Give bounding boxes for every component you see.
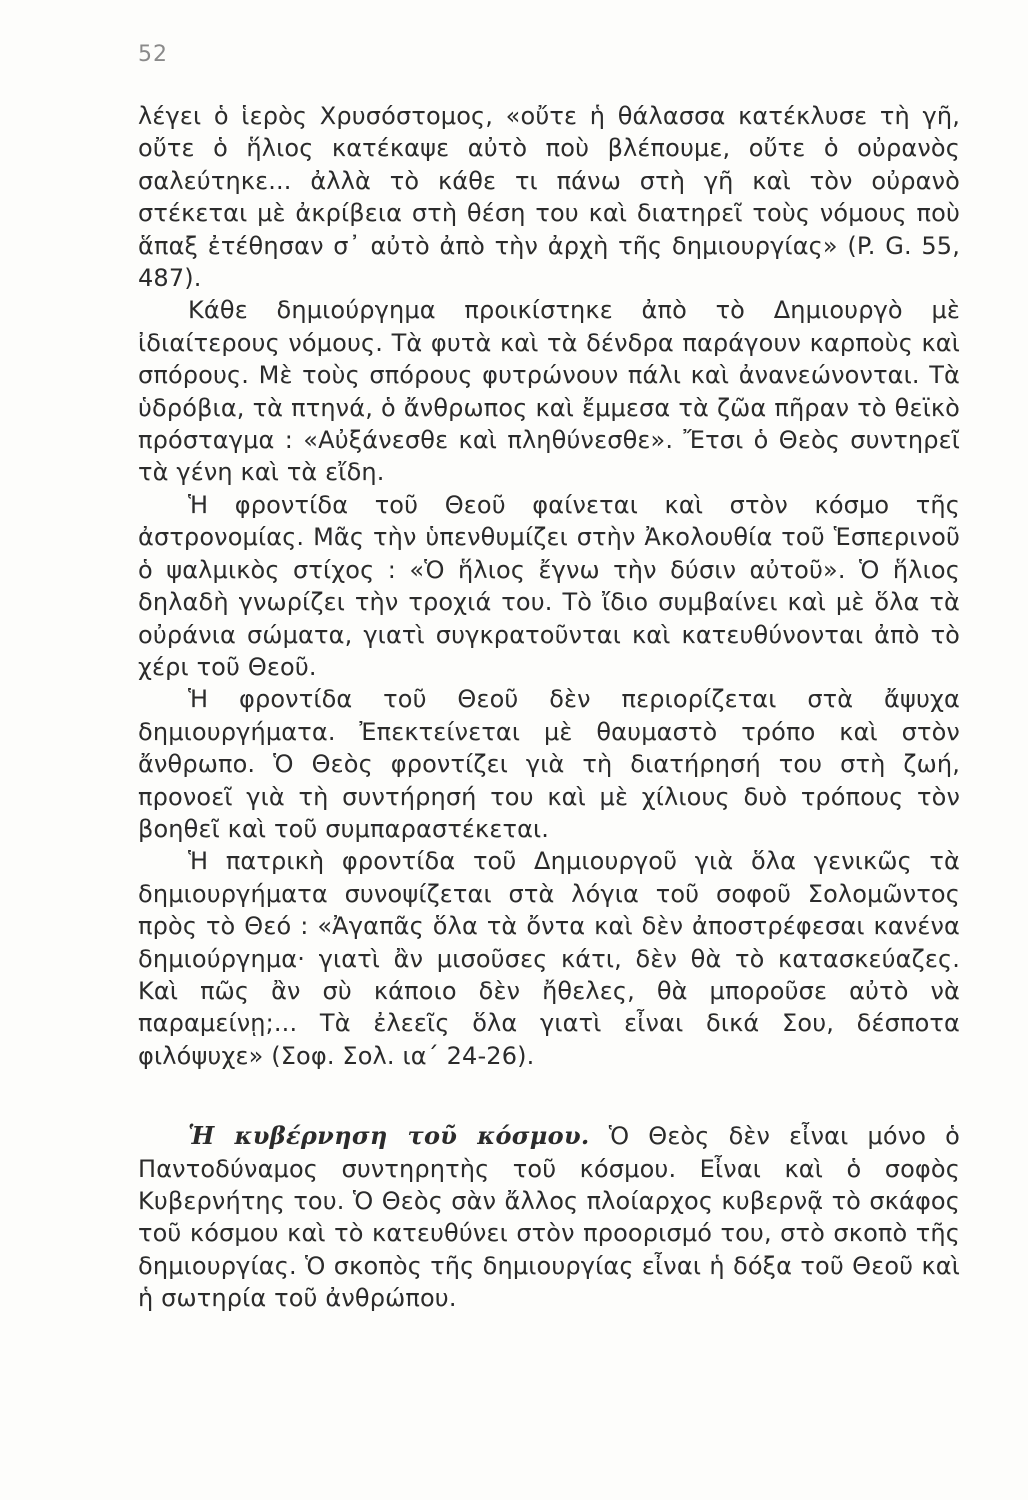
page-number: 52 [138, 42, 168, 67]
paragraph-5: Ἡ πατρικὴ φροντίδα τοῦ Δημιουργοῦ γιὰ ὅλα γενικῶς τὰ δημιουργήματα συνοψίζεται στὰ λόγια τοῦ σοφοῦ Σολομῶντος πρὸς τὸ Θεό : «Ἀγαπᾶς ὅλα τὰ ὄντα καὶ δὲν ἀποστρέφεσαι κανένα δημιούργημα· γιατὶ ἂν μισοῦσες κάτι, δὲν θὰ τὸ κατασκεύαζες. Καὶ πῶς ἂν σὺ κάποιο δὲν ἤθελες, θὰ μποροῦσε αὐτὸ νὰ παραμείνῃ;... Τὰ ἐλεεῖς ὅλα γιατὶ εἶναι δικά Σου, δέσποτα φιλόψυχε» (Σοφ. Σολ. ια΄ 24-26). [138, 847, 960, 1070]
paragraph-2: Κάθε δημιούργημα προικίστηκε ἀπὸ τὸ Δημιουργὸ μὲ ἰδιαίτερους νόμους. Τὰ φυτὰ καὶ τὰ δένδρα παράγουν καρποὺς καὶ σπόρους. Μὲ τοὺς σπόρους φυτρώνουν πάλι καὶ ἀνανεώνονται. Τὰ ὑδρόβια, τὰ πτηνά, ὁ ἄνθρωπος καὶ ἔμμεσα τὰ ζῶα πῆραν τὸ θεϊκὸ πρόσταγμα : «Αὐξάνεσθε καὶ πληθύνεσθε». Ἔτσι ὁ Θεὸς συντηρεῖ τὰ γένη καὶ τὰ εἴδη. [138, 296, 960, 487]
paragraph-4: Ἡ φροντίδα τοῦ Θεοῦ δὲν περιορίζεται στὰ ἄψυχα δημιουργήματα. Ἐπεκτείνεται μὲ θαυμαστὸ τρόπο καὶ στὸν ἄνθρωπο. Ὁ Θεὸς φροντίζει γιὰ τὴ διατήρησή του στὴ ζωή, προνοεῖ γιὰ τὴ συντήρησή του καὶ μὲ χίλιους δυὸ τρόπους τὸν βοηθεῖ καὶ τοῦ συμπαραστέκεται. [138, 685, 960, 843]
body-text [138, 100, 960, 1315]
section-paragraph [138, 1120, 960, 1314]
section-heading: Ἡ κυβέρνηση τοῦ κόσμου. [188, 1121, 590, 1151]
paragraph-3: Ἡ φροντίδα τοῦ Θεοῦ φαίνεται καὶ στὸν κόσμο τῆς ἀστρονομίας. Μᾶς τὴν ὑπενθυμίζει στὴν Ἀκολουθία τοῦ Ἑσπερινοῦ ὁ ψαλμικὸς στίχος : «Ὁ ἥλιος ἔγνω τὴν δύσιν αὐτοῦ». Ὁ ἥλιος δηλαδὴ γνωρίζει τὴν τροχιά του. Τὸ ἴδιο συμβαίνει καὶ μὲ ὅλα τὰ οὐράνια σώματα, γιατὶ συγκρατοῦνται καὶ κατευθύνονται ἀπὸ τὸ χέρι τοῦ Θεοῦ. [138, 490, 960, 681]
section-text: Ὁ Θεὸς δὲν εἶναι μόνο ὁ Παντοδύναμος συντηρητὴς τοῦ κόσμου. Εἶναι καὶ ὁ σοφὸς Κυβερνήτης του. Ὁ Θεὸς σὰν ἄλλος πλοίαρχος κυβερνᾷ τὸ σκάφος τοῦ κόσμου καὶ τὸ κατευθύνει στὸν προορισμό του, στὸ σκοπὸ τῆς δημιουργίας. Ὁ σκοπὸς τῆς δημιουργίας εἶναι ἡ δόξα τοῦ Θεοῦ καὶ ἡ σωτηρία τοῦ ἀνθρώπου. [138, 1122, 961, 1313]
paragraph-1: λέγει ὁ ἱερὸς Χρυσόστομος, «οὔτε ἡ θάλασσα κατέκλυσε τὴ γῆ, οὔτε ὁ ἥλιος κατέκαψε αὐτὸ ποὺ βλέπουμε, οὔτε ὁ οὐρανὸς σαλεύτηκε... ἀλλὰ τὸ κάθε τι πάνω στὴ γῆ καὶ τὸν οὐρανὸ στέκεται μὲ ἀκρίβεια στὴ θέση του καὶ διατηρεῖ τοὺς νόμους ποὺ ἅπαξ ἐτέθησαν σ᾽ αὐτὸ ἀπὸ τὴν ἀρχὴ τῆς δημιουργίας» (P. G. 55, 487). [138, 102, 960, 293]
